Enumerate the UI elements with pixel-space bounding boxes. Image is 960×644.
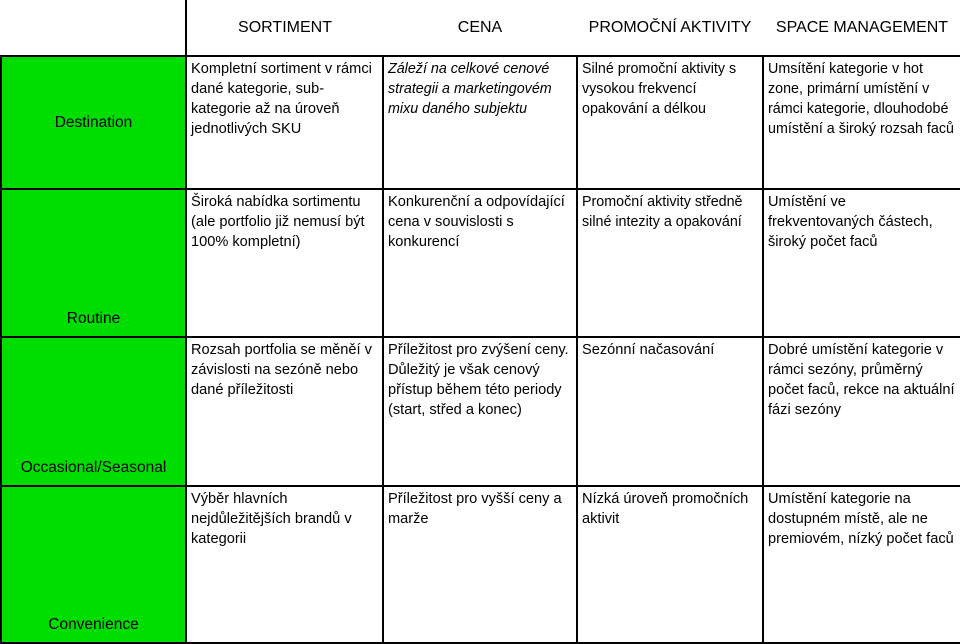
row-destination bbox=[1, 56, 960, 189]
cell-routine-space: Umístění ve frekventovaných částech, široký počet faců bbox=[763, 189, 960, 337]
category-routine: Routine bbox=[1, 189, 186, 337]
header-row bbox=[1, 0, 960, 56]
cell-occasional-sortiment: Rozsah portfolia se měněí v závislosti na sezóně nebo dané příležitosti bbox=[186, 337, 383, 486]
cell-destination-sortiment: Kompletní sortiment v rámci dané kategorie, sub-kategorie až na úroveň jednotlivých SKU bbox=[186, 56, 383, 189]
cell-convenience-sortiment: Výběr hlavních nejdůležitějších brandů v kategorii bbox=[186, 486, 383, 643]
cell-convenience-cena: Příležitost pro vyšší ceny a marže bbox=[383, 486, 577, 643]
header-sortiment: SORTIMENT bbox=[186, 0, 383, 56]
cell-routine-promocni: Promoční aktivity středně silné intezity a opakování bbox=[577, 189, 763, 337]
cell-destination-cena: Záleží na celkové cenové strategii a marketingovém mixu daného subjektu bbox=[383, 56, 577, 189]
cell-convenience-space: Umístění kategorie na dostupném místě, ale ne premiovém, nízký počet faců bbox=[763, 486, 960, 643]
cell-destination-space: Umsítění kategorie v hot zone, primární umístění v rámci kategorie, dlouhodobé umístění a široký rozsah faců bbox=[763, 56, 960, 189]
cell-routine-cena: Konkurenční a odpovídající cena v souvislosti s konkurencí bbox=[383, 189, 577, 337]
header-cena: CENA bbox=[383, 0, 577, 56]
header-corner bbox=[1, 0, 186, 56]
cell-occasional-cena: Příležitost pro zvýšení ceny. Důležitý je však cenový přístup během této periody (start, střed a konec) bbox=[383, 337, 577, 486]
cell-routine-sortiment: Široká nabídka sortimentu (ale portfolio již nemusí být 100% kompletní) bbox=[186, 189, 383, 337]
cell-occasional-promocni: Sezónní načasování bbox=[577, 337, 763, 486]
row-convenience bbox=[1, 486, 960, 643]
header-promocni-aktivity: PROMOČNÍ AKTIVITY bbox=[577, 0, 763, 56]
category-occasional-seasonal: Occasional/Seasonal bbox=[1, 337, 186, 486]
cell-convenience-promocni: Nízká úroveň promočních aktivit bbox=[577, 486, 763, 643]
row-occasional-seasonal bbox=[1, 337, 960, 486]
cell-destination-promocni: Silné promoční aktivity s vysokou frekvencí opakování a délkou bbox=[577, 56, 763, 189]
category-convenience: Convenience bbox=[1, 486, 186, 643]
cell-occasional-space: Dobré umístění kategorie v rámci sezóny, průměrný počet faců, rekce na aktuální fázi sezóny bbox=[763, 337, 960, 486]
row-routine bbox=[1, 189, 960, 337]
category-destination: Destination bbox=[1, 56, 186, 189]
header-space-management: SPACE MANAGEMENT bbox=[763, 0, 960, 56]
